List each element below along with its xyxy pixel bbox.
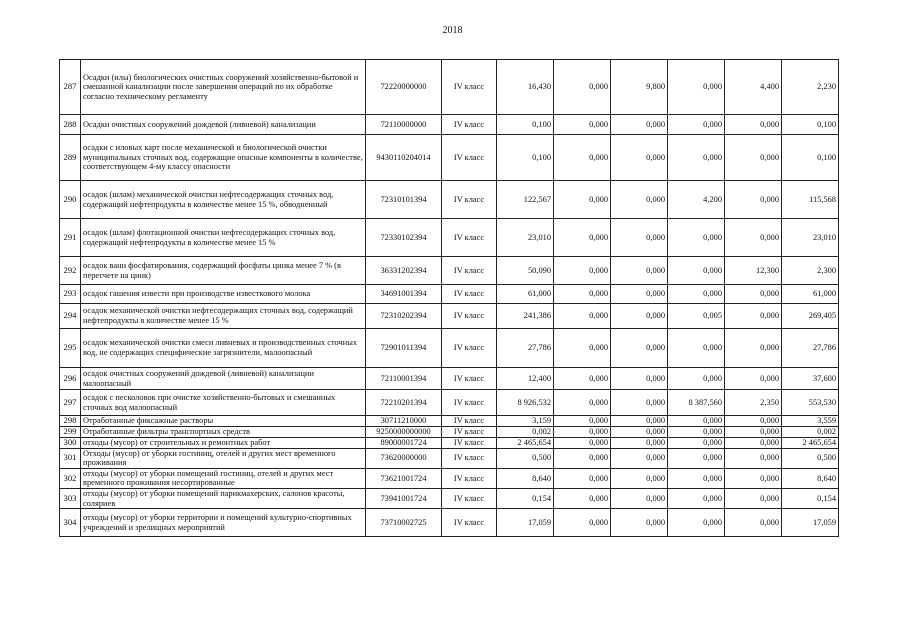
value-cell: 0,000 (611, 368, 668, 390)
value-cell: 4,200 (668, 181, 725, 219)
waste-name: Осадки очистных сооружений дождевой (ливневой) канализации (81, 115, 366, 135)
value-cell: 8,640 (497, 468, 554, 488)
waste-code: 9430110204014 (366, 135, 442, 181)
hazard-class: IV класс (442, 488, 497, 508)
waste-table (59, 59, 839, 537)
hazard-class: IV класс (442, 285, 497, 304)
value-cell: 0,000 (725, 219, 782, 257)
value-cell: 0,000 (611, 488, 668, 508)
value-cell: 241,386 (497, 304, 554, 329)
hazard-class: IV класс (442, 390, 497, 416)
row-number: 299 (60, 427, 81, 438)
value-cell: 0,000 (554, 329, 611, 368)
row-number: 300 (60, 437, 81, 448)
hazard-class: IV класс (442, 437, 497, 448)
hazard-class: IV класс (442, 135, 497, 181)
waste-name: осадки с иловых карт после механической и биологической очистки муниципальных сточных вод, содержащие опасные компоненты в количестве, соответствующем 4-му классу опасности (81, 135, 366, 181)
row-number: 290 (60, 181, 81, 219)
hazard-class: IV класс (442, 416, 497, 427)
value-cell: 0,000 (725, 416, 782, 427)
row-number: 304 (60, 509, 81, 537)
waste-code: 72310202394 (366, 304, 442, 329)
value-cell: 553,530 (782, 390, 839, 416)
value-cell: 0,000 (668, 285, 725, 304)
value-cell: 0,100 (782, 115, 839, 135)
value-cell: 0,000 (611, 437, 668, 448)
waste-code: 73941001724 (366, 488, 442, 508)
waste-code: 36331202394 (366, 257, 442, 285)
value-cell: 4,400 (725, 60, 782, 115)
row-number: 297 (60, 390, 81, 416)
table-row (60, 437, 839, 448)
value-cell: 0,002 (497, 427, 554, 438)
waste-code: 72110001394 (366, 368, 442, 390)
value-cell: 0,000 (611, 390, 668, 416)
waste-name: Отходы (мусор) от уборки гостиниц, отелей и других мест временного проживания (81, 448, 366, 468)
value-cell: 0,000 (611, 219, 668, 257)
row-number: 288 (60, 115, 81, 135)
row-number: 301 (60, 448, 81, 468)
table-row (60, 329, 839, 368)
value-cell: 2,350 (725, 390, 782, 416)
table-row (60, 368, 839, 390)
value-cell: 2,230 (782, 60, 839, 115)
value-cell: 16,430 (497, 60, 554, 115)
value-cell: 2,300 (782, 257, 839, 285)
waste-name: Отработанные фильтры транспортных средств (81, 427, 366, 438)
table-row (60, 488, 839, 508)
value-cell: 0,154 (782, 488, 839, 508)
value-cell: 0,000 (668, 219, 725, 257)
waste-name: осадок (шлам) механической очистки нефтесодержащих сточных вод, содержащий нефтепродукты в количестве менее 15 %, обводненный (81, 181, 366, 219)
value-cell: 0,000 (725, 368, 782, 390)
value-cell: 12,400 (497, 368, 554, 390)
value-cell: 0,000 (554, 181, 611, 219)
waste-name: отходы (мусор) от уборки помещений гостиниц, отелей и других мест временного проживания несортированные (81, 468, 366, 488)
waste-code: 9250000000000 (366, 427, 442, 438)
value-cell: 0,000 (668, 115, 725, 135)
value-cell: 0,000 (554, 390, 611, 416)
row-number: 295 (60, 329, 81, 368)
row-number: 289 (60, 135, 81, 181)
waste-name: осадок очистных сооружений дождевой (ливневой) канализации малоопасный (81, 368, 366, 390)
table-row (60, 509, 839, 537)
waste-code: 73710002725 (366, 509, 442, 537)
value-cell: 0,000 (668, 468, 725, 488)
hazard-class: IV класс (442, 304, 497, 329)
value-cell: 0,000 (611, 509, 668, 537)
waste-name: осадок механической очистки смеси ливневых и производственных сточных вод, не содержащих специфические загрязнители, малоопасный (81, 329, 366, 368)
value-cell: 0,000 (554, 285, 611, 304)
value-cell: 0,000 (554, 60, 611, 115)
waste-code: 72901011394 (366, 329, 442, 368)
waste-code: 34691001394 (366, 285, 442, 304)
value-cell: 0,000 (611, 135, 668, 181)
value-cell: 0,000 (668, 437, 725, 448)
table-row (60, 285, 839, 304)
hazard-class: IV класс (442, 60, 497, 115)
value-cell: 0,000 (725, 329, 782, 368)
waste-code: 72220000000 (366, 60, 442, 115)
row-number: 296 (60, 368, 81, 390)
value-cell: 0,000 (725, 181, 782, 219)
value-cell: 61,000 (782, 285, 839, 304)
table-row (60, 135, 839, 181)
value-cell: 0,000 (611, 181, 668, 219)
value-cell: 0,000 (554, 416, 611, 427)
waste-name: осадок (шлам) флотационной очистки нефтесодержащих сточных вод, содержащий нефтепродукты в количестве менее 15 % (81, 219, 366, 257)
waste-code: 73621001724 (366, 468, 442, 488)
value-cell: 3,159 (497, 416, 554, 427)
table-row (60, 448, 839, 468)
waste-code: 72210201394 (366, 390, 442, 416)
value-cell: 17,059 (497, 509, 554, 537)
table-row (60, 468, 839, 488)
waste-name: осадок механической очистки нефтесодержащих сточных вод, содержащий нефтепродукты в количестве менее 15 % (81, 304, 366, 329)
value-cell: 9,800 (611, 60, 668, 115)
value-cell: 50,090 (497, 257, 554, 285)
value-cell: 0,000 (611, 329, 668, 368)
hazard-class: IV класс (442, 329, 497, 368)
value-cell: 0,000 (554, 448, 611, 468)
waste-name: Осадки (илы) биологических очистных сооружений хозяйственно-бытовой и смешанной канализации после завершения операций по их обработке согласно техническому регламенту (81, 60, 366, 115)
value-cell: 23,010 (497, 219, 554, 257)
row-number: 292 (60, 257, 81, 285)
value-cell: 8,640 (782, 468, 839, 488)
value-cell: 0,000 (725, 437, 782, 448)
table-row (60, 115, 839, 135)
value-cell: 0,000 (725, 448, 782, 468)
value-cell: 0,000 (725, 427, 782, 438)
row-number: 303 (60, 488, 81, 508)
value-cell: 0,000 (668, 509, 725, 537)
value-cell: 0,002 (782, 427, 839, 438)
table-row (60, 60, 839, 115)
table-row (60, 390, 839, 416)
value-cell: 27,786 (497, 329, 554, 368)
value-cell: 0,000 (611, 468, 668, 488)
row-number: 294 (60, 304, 81, 329)
value-cell: 122,567 (497, 181, 554, 219)
row-number: 287 (60, 60, 81, 115)
value-cell: 0,000 (611, 285, 668, 304)
value-cell: 0,000 (668, 368, 725, 390)
value-cell: 0,000 (668, 427, 725, 438)
table-row (60, 304, 839, 329)
value-cell: 0,500 (782, 448, 839, 468)
value-cell: 0,000 (554, 427, 611, 438)
waste-table-body (60, 60, 839, 537)
value-cell: 2 465,654 (782, 437, 839, 448)
waste-name: отходы (мусор) от строительных и ремонтных работ (81, 437, 366, 448)
hazard-class: IV класс (442, 427, 497, 438)
value-cell: 0,000 (611, 257, 668, 285)
value-cell: 0,100 (497, 115, 554, 135)
value-cell: 2 465,654 (497, 437, 554, 448)
waste-code: 89000001724 (366, 437, 442, 448)
waste-code: 72110000000 (366, 115, 442, 135)
hazard-class: IV класс (442, 368, 497, 390)
value-cell: 115,568 (782, 181, 839, 219)
value-cell: 269,405 (782, 304, 839, 329)
table-row (60, 257, 839, 285)
value-cell: 0,000 (611, 448, 668, 468)
waste-code: 30711210000 (366, 416, 442, 427)
hazard-class: IV класс (442, 509, 497, 537)
waste-name: осадок ванн фосфатирования, содержащий фосфаты цинка менее 7 % (в пересчете на цинк) (81, 257, 366, 285)
waste-name: осадок гашения извести при производстве известкового молока (81, 285, 366, 304)
value-cell: 0,000 (611, 416, 668, 427)
row-number: 291 (60, 219, 81, 257)
hazard-class: IV класс (442, 181, 497, 219)
value-cell: 8 926,532 (497, 390, 554, 416)
waste-code: 72310101394 (366, 181, 442, 219)
row-number: 293 (60, 285, 81, 304)
value-cell: 0,000 (668, 448, 725, 468)
value-cell: 0,000 (554, 468, 611, 488)
hazard-class: IV класс (442, 257, 497, 285)
waste-code: 73620000000 (366, 448, 442, 468)
waste-name: отходы (мусор) от уборки территории и помещений культурно-спортивных учреждений и зрелищных мероприятий (81, 509, 366, 537)
value-cell: 0,000 (725, 304, 782, 329)
table-row (60, 181, 839, 219)
value-cell: 0,000 (554, 368, 611, 390)
value-cell: 0,000 (554, 304, 611, 329)
value-cell: 0,000 (554, 488, 611, 508)
hazard-class: IV класс (442, 219, 497, 257)
value-cell: 3,559 (782, 416, 839, 427)
value-cell: 0,000 (725, 285, 782, 304)
waste-name: отходы (мусор) от уборки помещений парикмахерских, салонов красоты, соляриев (81, 488, 366, 508)
value-cell: 0,000 (725, 135, 782, 181)
value-cell: 0,000 (725, 488, 782, 508)
value-cell: 0,000 (554, 219, 611, 257)
waste-code: 72330102394 (366, 219, 442, 257)
value-cell: 0,500 (497, 448, 554, 468)
value-cell: 0,000 (554, 257, 611, 285)
value-cell: 0,000 (611, 304, 668, 329)
table-row (60, 219, 839, 257)
value-cell: 0,000 (725, 115, 782, 135)
table-row (60, 416, 839, 427)
value-cell: 0,000 (668, 416, 725, 427)
page-number: 2018 (442, 25, 463, 36)
hazard-class: IV класс (442, 468, 497, 488)
hazard-class: IV класс (442, 115, 497, 135)
value-cell: 0,000 (668, 329, 725, 368)
value-cell: 0,000 (668, 60, 725, 115)
value-cell: 0,000 (554, 115, 611, 135)
value-cell: 0,000 (668, 488, 725, 508)
value-cell: 0,154 (497, 488, 554, 508)
value-cell: 0,000 (611, 427, 668, 438)
value-cell: 0,000 (668, 257, 725, 285)
value-cell: 0,000 (554, 437, 611, 448)
row-number: 298 (60, 416, 81, 427)
waste-name: Отработанные фиксажные растворы (81, 416, 366, 427)
value-cell: 0,100 (782, 135, 839, 181)
value-cell: 0,005 (668, 304, 725, 329)
waste-name: осадок с песколовок при очистке хозяйственно-бытовых и смешанных сточных вод малоопасный (81, 390, 366, 416)
value-cell: 0,000 (668, 135, 725, 181)
value-cell: 8 387,560 (668, 390, 725, 416)
value-cell: 0,100 (497, 135, 554, 181)
value-cell: 0,000 (725, 468, 782, 488)
value-cell: 37,600 (782, 368, 839, 390)
value-cell: 0,000 (554, 509, 611, 537)
value-cell: 61,000 (497, 285, 554, 304)
value-cell: 0,000 (725, 509, 782, 537)
row-number: 302 (60, 468, 81, 488)
table-row (60, 427, 839, 438)
value-cell: 27,786 (782, 329, 839, 368)
value-cell: 0,000 (554, 135, 611, 181)
value-cell: 12,300 (725, 257, 782, 285)
value-cell: 0,000 (611, 115, 668, 135)
value-cell: 17,059 (782, 509, 839, 537)
value-cell: 23,010 (782, 219, 839, 257)
hazard-class: IV класс (442, 448, 497, 468)
